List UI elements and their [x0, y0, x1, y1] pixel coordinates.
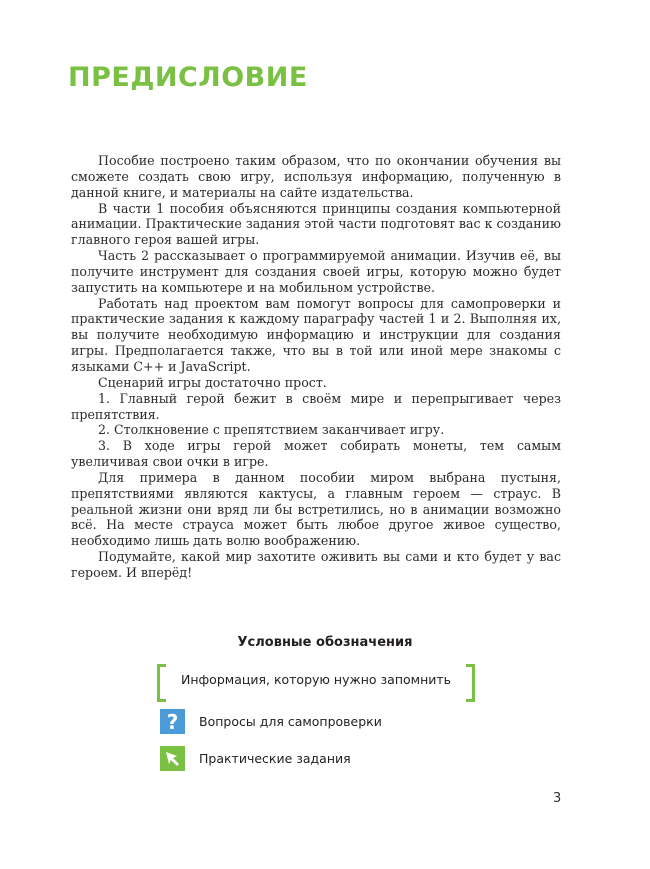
legend-title: Условные обозначения	[237, 635, 413, 650]
paragraph: В части 1 пособия объясняются принципы создания компьютерной анимации. Практические задания этой части подготовят вас к созданию главного героя вашей игры.	[71, 200, 561, 248]
paragraph: 3. В ходе игры герой может собирать монеты, тем самым увеличивая свои очки в игре.	[71, 438, 561, 470]
paragraph: Подумайте, какой мир захотите оживить вы сами и кто будет у вас героем. И вперёд!	[71, 549, 561, 580]
preface-body	[71, 153, 561, 581]
paragraph: 1. Главный герой бежит в своём мире и перепрыгивает через препятствия.	[71, 390, 561, 422]
remember-legend	[157, 664, 475, 698]
questions-label: Вопросы для самопроверки	[199, 714, 382, 729]
paragraph: 2. Столкновение с препятствием заканчивает игру.	[98, 422, 445, 438]
paragraph: Сценарий игры достаточно прост.	[98, 374, 327, 390]
paragraph: Часть 2 рассказывает о программируемой анимации. Изучив её, вы получите инструмент для создания своей игры, которую можно будет запустить на компьютере и на мобильном устройстве.	[71, 248, 561, 295]
paragraph: Пособие построено таким образом, что по окончании обучения вы сможете создать свою игру, используя информацию, полученную в данной книге, и материалы на сайте издательства.	[71, 153, 561, 200]
tasks-label: Практические задания	[199, 751, 351, 766]
tasks-legend	[160, 746, 351, 771]
paragraph: Для примера в данном пособии миром выбрана пустыня, препятствиями являются кактусы, а главным героем — страус. В реальной жизни они вряд ли бы встретились, но в анимации возможно всё. На месте страуса может быть любое другое живое существо, необходимо лишь дать волю воображению.	[71, 469, 561, 549]
question-mark-icon: ?	[160, 709, 185, 734]
cursor-arrow-icon	[160, 746, 185, 771]
questions-legend	[160, 709, 382, 734]
page-number: 3	[553, 791, 562, 806]
page-title: ПРЕДИСЛОВИЕ	[68, 62, 308, 93]
right-bracket-icon	[466, 664, 475, 702]
paragraph: Работать над проектом вам помогут вопросы для самопроверки и практические задания к каждому параграфу частей 1 и 2. Выполняя их, вы получите необходимую информацию и инструкции для создания игры. Предполагается также, что вы в той или иной мере знакомы с языками C++ и JavaScript.	[71, 295, 561, 374]
remember-label: Информация, которую нужно запомнить	[180, 672, 452, 687]
